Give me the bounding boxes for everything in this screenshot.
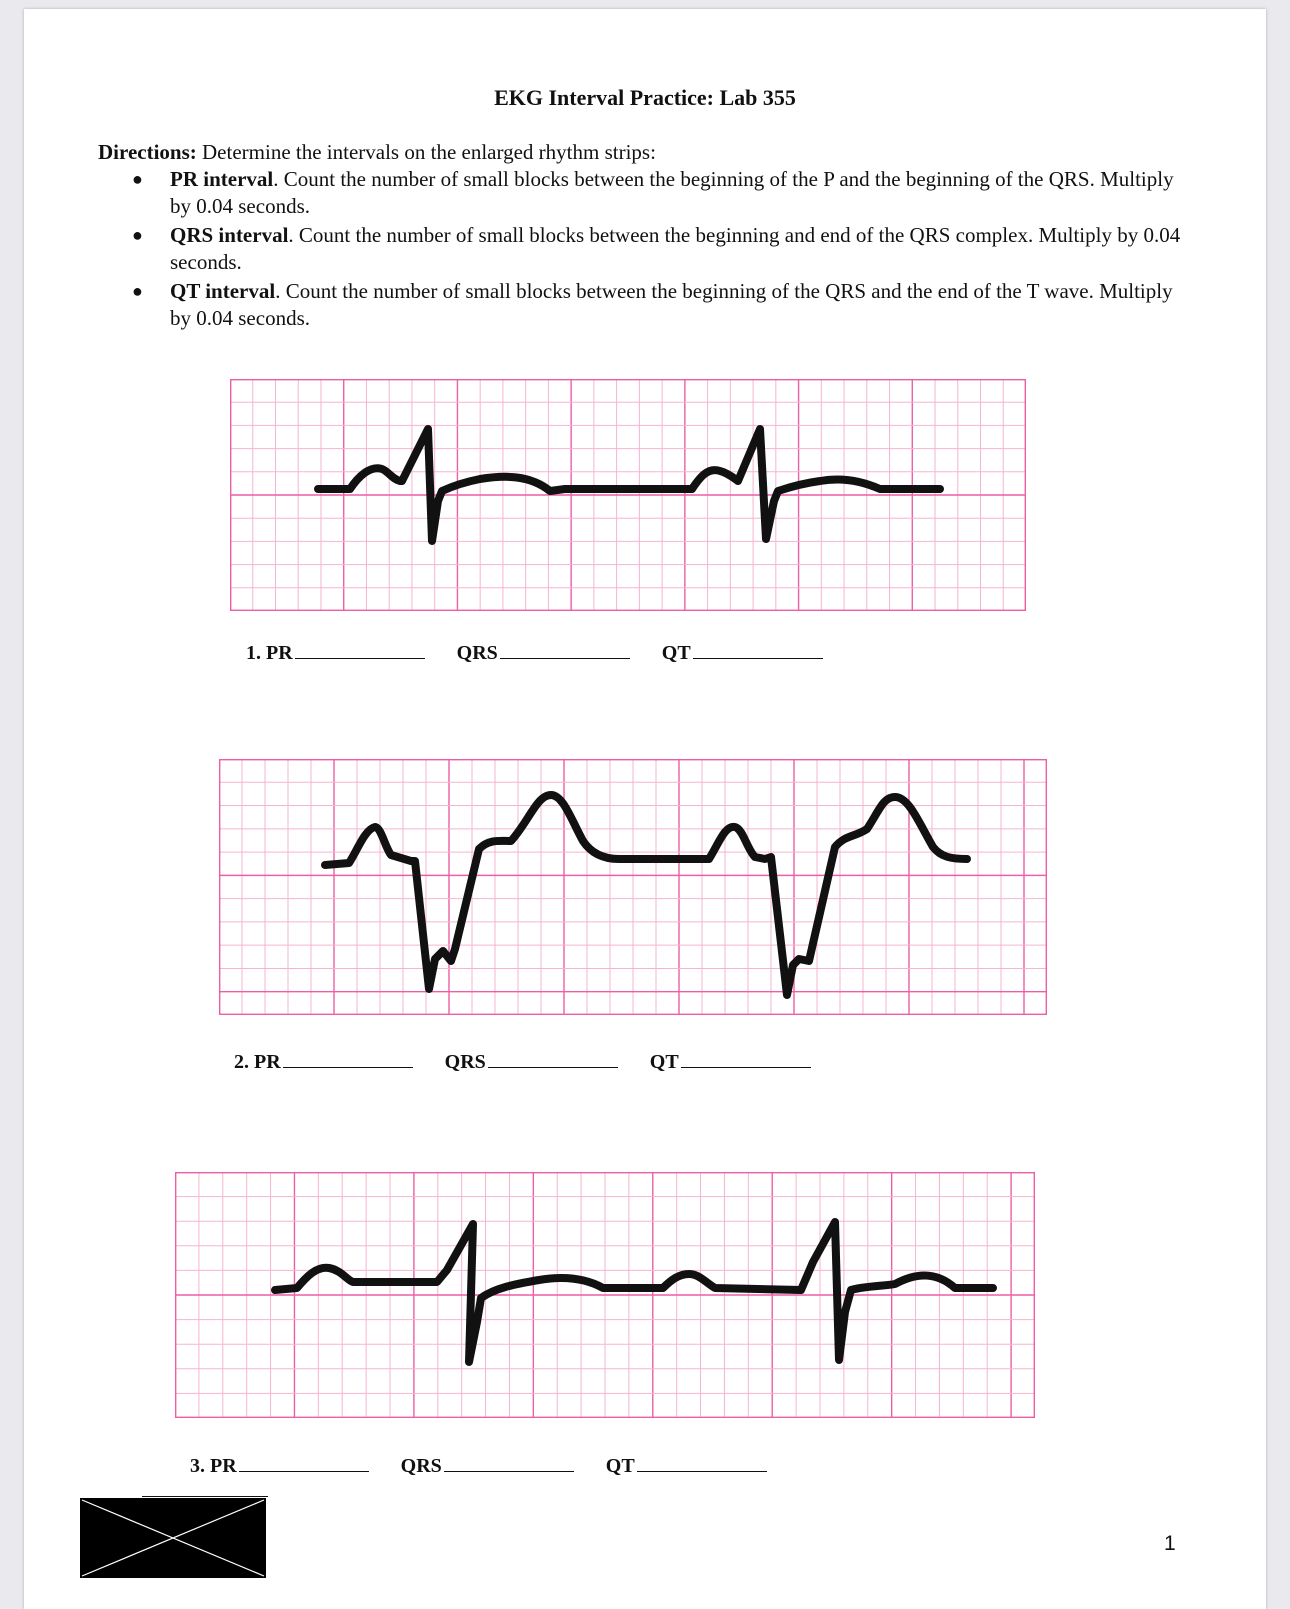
bullet-term: QRS interval: [170, 223, 289, 247]
redaction-top-line: [142, 1496, 268, 1497]
qrs-label: QRS: [444, 1051, 486, 1073]
page-title: EKG Interval Practice: Lab 355: [494, 85, 796, 110]
qt-label: QT: [605, 1455, 635, 1477]
directions: [98, 139, 1198, 334]
page-number: 1: [1164, 1532, 1176, 1555]
ekg-grid-2: [219, 759, 1047, 1015]
ekg-trace-1: [318, 429, 940, 541]
strip-number: 1.: [246, 642, 261, 664]
strip-number: 3.: [190, 1455, 205, 1477]
pr-label: PR: [210, 1455, 237, 1477]
pr-answer-input[interactable]: [283, 1066, 413, 1068]
bullet-icon: ●: [132, 281, 143, 301]
qrs-label: QRS: [456, 642, 498, 664]
directions-list: [98, 166, 1198, 332]
qrs-answer-input[interactable]: [444, 1470, 574, 1472]
bullet-text: . Count the number of small blocks between the beginning of the P and the beginning of the QRS. Multiply by 0.04 seconds.: [170, 167, 1174, 218]
qt-answer-input[interactable]: [637, 1470, 767, 1472]
qrs-answer-input[interactable]: [500, 657, 630, 659]
ekg-grid-1: [230, 379, 1026, 611]
list-item: [98, 166, 1198, 220]
qrs-label: QRS: [400, 1455, 442, 1477]
list-item: [98, 222, 1198, 276]
qt-answer-input[interactable]: [693, 657, 823, 659]
ekg-grid-3: [175, 1172, 1035, 1418]
qt-label: QT: [649, 1051, 679, 1073]
qrs-answer-input[interactable]: [488, 1066, 618, 1068]
qt-label: QT: [661, 642, 691, 664]
answer-row-2: [234, 1051, 811, 1074]
bullet-text: . Count the number of small blocks between the beginning of the QRS and the end of the T wave. Multiply by 0.04 seconds.: [170, 279, 1173, 330]
redaction-x-icon: [80, 1498, 266, 1578]
directions-text: Determine the intervals on the enlarged rhythm strips:: [196, 140, 656, 164]
bullet-icon: ●: [132, 225, 143, 245]
pr-answer-input[interactable]: [295, 657, 425, 659]
ekg-trace-2: [325, 795, 967, 995]
bullet-term: PR interval: [170, 167, 274, 191]
bullet-term: QT interval: [170, 279, 276, 303]
strip-number: 2.: [234, 1051, 249, 1073]
rhythm-strip-2: [219, 759, 1047, 1015]
ekg-trace-3: [275, 1222, 993, 1362]
pr-label: PR: [266, 642, 293, 664]
pr-answer-input[interactable]: [239, 1470, 369, 1472]
answer-row-1: [246, 642, 823, 665]
redaction-box: [80, 1498, 266, 1578]
pr-label: PR: [254, 1051, 281, 1073]
bullet-icon: ●: [132, 169, 143, 189]
qt-answer-input[interactable]: [681, 1066, 811, 1068]
rhythm-strip-3: [175, 1172, 1035, 1418]
directions-lead: Directions:: [98, 140, 197, 164]
list-item: [98, 278, 1198, 332]
rhythm-strip-1: [230, 379, 1026, 611]
bullet-text: . Count the number of small blocks between the beginning and end of the QRS complex. Multiply by 0.04 seconds.: [170, 223, 1181, 274]
answer-row-3: [190, 1455, 767, 1478]
directions-intro: [98, 139, 1198, 166]
